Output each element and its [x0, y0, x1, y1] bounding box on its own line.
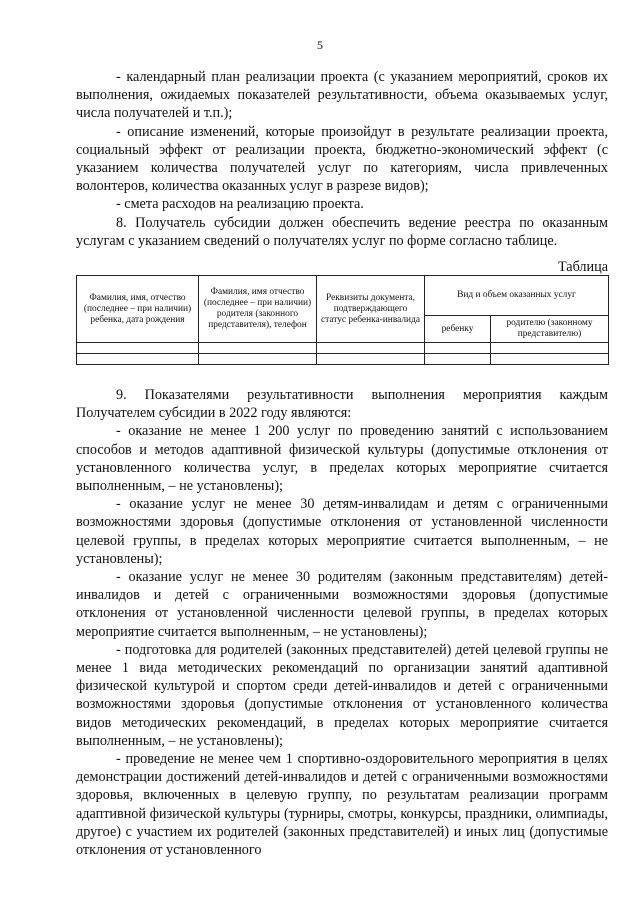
- paragraph-indicator-parents: - оказание услуг не менее 30 родителям (законным представителям) детей-инвалидов и детей с ограниченными возможностями здоровья (допустимые отклонения от установленной численности целевой группы, в пределах которых мероприятие считается выполненным, – не установлены);: [76, 569, 608, 640]
- paragraph-registry-requirement: 8. Получатель субсидии должен обеспечить ведение реестра по оказанным услугам с указанием сведений о получателях услуг по форме согласно таблице.: [76, 214, 608, 249]
- table-header-row: [77, 276, 609, 316]
- paragraph-indicators-intro: 9. Показателями результативности выполнения мероприятия каждым Получателем субсидии в 2022 году являются:: [76, 387, 608, 422]
- paragraph-indicator-children: - оказание услуг не менее 30 детям-инвалидам и детям с ограниченными возможностями здоровья (допустимые отклонения от установленной численности целевой группы, в пределах которых мероприятие считается выполненным, – не установлены);: [76, 496, 608, 567]
- header-services: Вид и объем оказанных услуг: [425, 276, 609, 316]
- paragraph-calendar-plan: - календарный план реализации проекта (с указанием мероприятий, сроков их выполнения, ожидаемых показателей результативности, объема оказываемых услуг, числа получателей и т.п.);: [76, 69, 608, 122]
- subheader-to-parent: родителю (законному представителю): [491, 316, 609, 343]
- text-block-bottom: [76, 386, 608, 859]
- paragraph-indicator-recommendations: - подготовка для родителей (законных представителей) детей целевой группы не менее 1 вида методических рекомендаций по организации занятий адаптивной физической культурой и спортом среди детей-инвалидов и детей с ограниченными возможностями здоровья (допустимые отклонения от установленного количества видов методических рекомендаций, в пределах которых мероприятие считается выполненным, – не установлены);: [76, 641, 608, 749]
- table-row: [77, 343, 609, 354]
- header-document-details: Реквизиты документа, подтверждающего статус ребенка-инвалида: [317, 276, 425, 343]
- table-caption: Таблица: [557, 259, 608, 275]
- page-number: 5: [317, 38, 323, 52]
- header-child-name: Фамилия, имя, отчество (последнее – при наличии) ребенка, дата рождения: [77, 276, 199, 343]
- subheader-to-child: ребенку: [425, 316, 491, 343]
- services-registry-table: [76, 275, 609, 365]
- paragraph-changes-description: - описание изменений, которые произойдут в результате реализации проекта, социальный эффект от реализации проекта, бюджетно-экономический эффект (с указанием количества получателей услуг по категориям, числа привлеченных волонтеров, количества оказанных услуг в разрезе видов);: [76, 123, 608, 195]
- paragraph-indicator-event: - проведение не менее чем 1 спортивно-оздоровительного мероприятия в целях демонстрации достижений детей-инвалидов и детей с ограниченными возможностями здоровья, включенных в целевую группу, по результатам реализации программ адаптивной физической культуры (турниры, смотры, конкурсы, праздники, олимпиады, другое) с участием их родителей (законных представителей) и иных лиц (допустимые отклонения от установленного: [76, 751, 608, 859]
- header-parent-name: Фамилия, имя отчество (последнее – при наличии) родителя (законного представителя), телефон: [199, 276, 317, 343]
- paragraph-budget-estimate: - смета расходов на реализацию проекта.: [116, 196, 364, 213]
- paragraph-indicator-services: - оказание не менее 1 200 услуг по проведению занятий с использованием способов и методов адаптивной физической культуры (допустимые отклонения от установленного количества услуг, в пределах которых мероприятие считается выполненным, – не установлены);: [76, 423, 608, 495]
- table-row: [77, 354, 609, 365]
- text-block-top: [76, 68, 608, 250]
